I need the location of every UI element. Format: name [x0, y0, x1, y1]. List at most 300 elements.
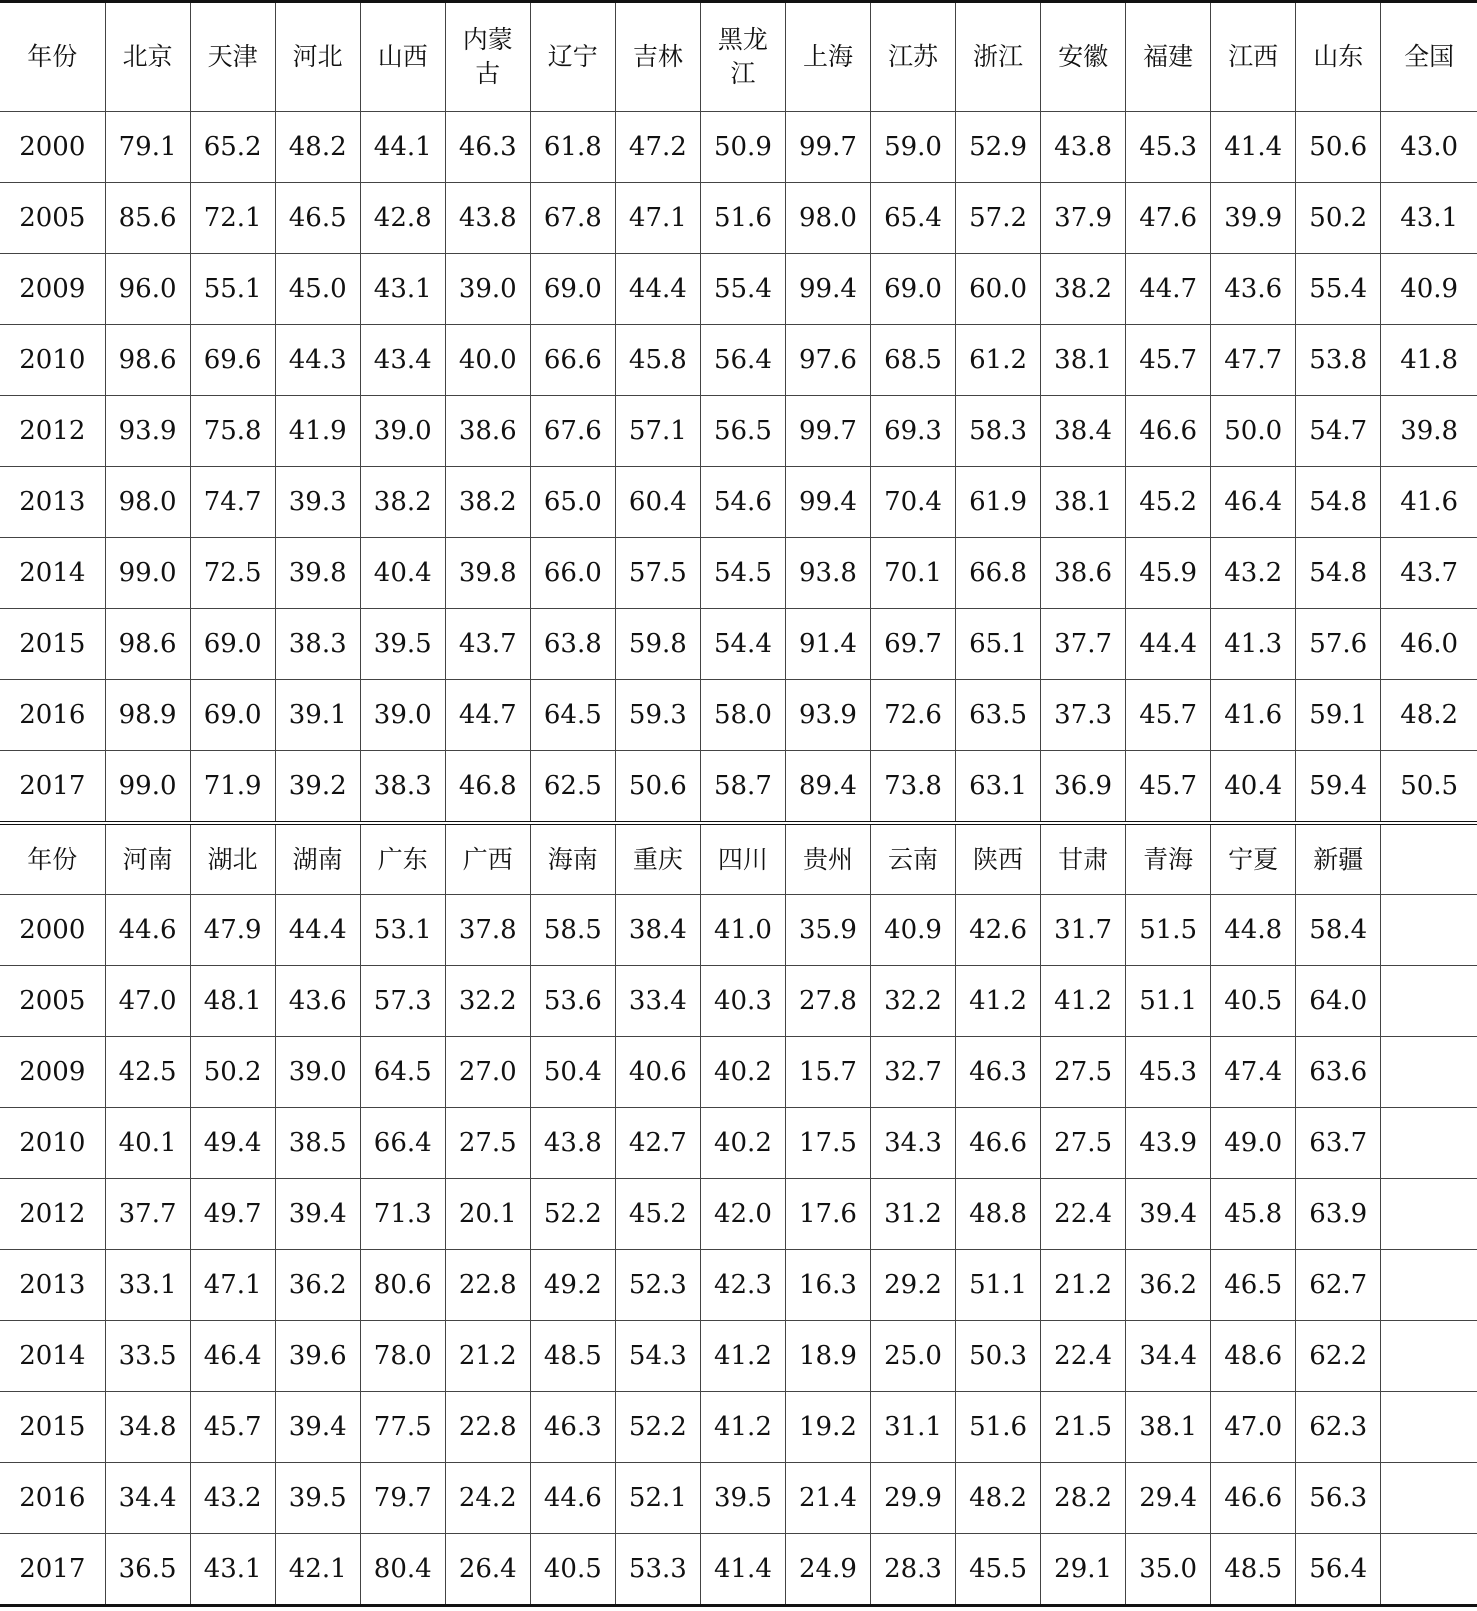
value-cell: 57.6 [1296, 609, 1381, 680]
value-cell: 50.5 [1381, 751, 1477, 824]
value-cell: 21.5 [1041, 1392, 1126, 1463]
header-label: 重庆 [632, 844, 683, 874]
region-column-header [1041, 823, 1126, 895]
value-cell: 44.4 [275, 895, 360, 966]
header-label: 河北 [292, 42, 343, 71]
value-cell: 93.8 [785, 538, 870, 609]
value-cell: 64.0 [1296, 966, 1381, 1037]
header-label: 湖北 [207, 844, 258, 874]
value-cell: 45.2 [615, 1179, 700, 1250]
value-cell: 67.6 [530, 396, 615, 467]
value-cell: 64.5 [530, 680, 615, 751]
value-cell: 34.8 [105, 1392, 190, 1463]
value-cell: 42.3 [700, 1250, 785, 1321]
value-cell: 29.9 [870, 1463, 955, 1534]
value-cell: 39.8 [1381, 396, 1477, 467]
value-cell: 65.1 [956, 609, 1041, 680]
value-cell: 43.8 [530, 1108, 615, 1179]
region-column-header [956, 823, 1041, 895]
value-cell: 53.3 [615, 1534, 700, 1606]
value-cell: 43.1 [360, 254, 445, 325]
value-cell: 46.5 [275, 183, 360, 254]
header-label: 全国 [1404, 42, 1455, 71]
value-cell: 21.2 [445, 1321, 530, 1392]
value-cell: 46.6 [956, 1108, 1041, 1179]
region-column-header [956, 2, 1041, 112]
value-cell: 47.2 [615, 112, 700, 183]
value-cell: 96.0 [105, 254, 190, 325]
value-cell: 63.9 [1296, 1179, 1381, 1250]
value-cell: 99.7 [785, 396, 870, 467]
value-cell: 37.7 [1041, 609, 1126, 680]
value-cell: 29.2 [870, 1250, 955, 1321]
value-cell: 40.9 [1381, 254, 1477, 325]
value-cell: 35.0 [1126, 1534, 1211, 1606]
value-cell: 52.9 [956, 112, 1041, 183]
value-cell: 41.3 [1211, 609, 1296, 680]
value-cell: 46.4 [1211, 467, 1296, 538]
value-cell [1381, 1321, 1477, 1392]
value-cell: 45.5 [956, 1534, 1041, 1606]
value-cell: 46.6 [1211, 1463, 1296, 1534]
value-cell: 63.1 [956, 751, 1041, 824]
year-column-header [0, 2, 105, 112]
value-cell: 40.2 [700, 1037, 785, 1108]
value-cell: 69.0 [190, 609, 275, 680]
value-cell: 55.4 [1296, 254, 1381, 325]
region-column-header [870, 2, 955, 112]
value-cell: 49.7 [190, 1179, 275, 1250]
region-column-header [445, 2, 530, 112]
value-cell: 49.0 [1211, 1108, 1296, 1179]
value-cell: 70.4 [870, 467, 955, 538]
value-cell: 47.6 [1126, 183, 1211, 254]
value-cell: 53.8 [1296, 325, 1381, 396]
value-cell: 46.3 [530, 1392, 615, 1463]
value-cell [1381, 1250, 1477, 1321]
value-cell: 40.4 [1211, 751, 1296, 824]
value-cell: 39.4 [275, 1392, 360, 1463]
value-cell: 33.5 [105, 1321, 190, 1392]
value-cell: 27.8 [785, 966, 870, 1037]
value-cell: 93.9 [785, 680, 870, 751]
value-cell: 33.1 [105, 1250, 190, 1321]
value-cell: 54.8 [1296, 538, 1381, 609]
value-cell: 57.3 [360, 966, 445, 1037]
value-cell: 38.1 [1041, 325, 1126, 396]
value-cell [1381, 1108, 1477, 1179]
value-cell: 48.2 [275, 112, 360, 183]
value-cell: 48.2 [1381, 680, 1477, 751]
region-column-header [615, 823, 700, 895]
value-cell: 54.5 [700, 538, 785, 609]
value-cell: 39.4 [275, 1179, 360, 1250]
value-cell: 61.8 [530, 112, 615, 183]
value-cell: 37.3 [1041, 680, 1126, 751]
value-cell: 25.0 [870, 1321, 955, 1392]
value-cell: 98.9 [105, 680, 190, 751]
value-cell: 45.7 [1126, 325, 1211, 396]
value-cell: 43.1 [1381, 183, 1477, 254]
value-cell: 37.8 [445, 895, 530, 966]
value-cell: 27.5 [1041, 1108, 1126, 1179]
value-cell: 54.8 [1296, 467, 1381, 538]
year-cell: 2013 [0, 467, 105, 538]
value-cell: 39.9 [1211, 183, 1296, 254]
value-cell: 32.2 [870, 966, 955, 1037]
region-column-header [1041, 2, 1126, 112]
value-cell: 43.7 [445, 609, 530, 680]
header-label: 山西 [377, 42, 428, 71]
region-column-header [785, 823, 870, 895]
value-cell: 69.7 [870, 609, 955, 680]
region-column-header [190, 2, 275, 112]
value-cell: 39.2 [275, 751, 360, 824]
region-column-header [1211, 823, 1296, 895]
value-cell: 38.1 [1041, 467, 1126, 538]
value-cell: 39.5 [275, 1463, 360, 1534]
region-column-header [1296, 823, 1381, 895]
value-cell: 45.0 [275, 254, 360, 325]
value-cell: 66.0 [530, 538, 615, 609]
value-cell: 45.9 [1126, 538, 1211, 609]
value-cell: 39.6 [275, 1321, 360, 1392]
value-cell: 47.9 [190, 895, 275, 966]
year-cell: 2017 [0, 1534, 105, 1606]
header-label: 新疆 [1313, 844, 1364, 874]
header-label: 福建 [1143, 42, 1194, 71]
value-cell: 41.0 [700, 895, 785, 966]
value-cell: 41.2 [1041, 966, 1126, 1037]
value-cell: 49.2 [530, 1250, 615, 1321]
value-cell: 46.6 [1126, 396, 1211, 467]
value-cell: 45.2 [1126, 467, 1211, 538]
value-cell: 57.1 [615, 396, 700, 467]
value-cell: 99.0 [105, 751, 190, 824]
value-cell: 80.4 [360, 1534, 445, 1606]
value-cell: 39.3 [275, 467, 360, 538]
header-label: 北京 [122, 42, 173, 71]
region-column-header [275, 823, 360, 895]
table-row [0, 467, 1477, 538]
value-cell: 36.2 [275, 1250, 360, 1321]
value-cell: 62.2 [1296, 1321, 1381, 1392]
region-column-header [1381, 2, 1477, 112]
value-cell [1381, 1463, 1477, 1534]
value-cell: 41.2 [700, 1321, 785, 1392]
table-row [0, 112, 1477, 183]
year-cell: 2015 [0, 1392, 105, 1463]
value-cell: 70.1 [870, 538, 955, 609]
value-cell: 44.1 [360, 112, 445, 183]
value-cell: 42.7 [615, 1108, 700, 1179]
value-cell: 41.4 [1211, 112, 1296, 183]
value-cell: 38.6 [445, 396, 530, 467]
header-label: 四川 [717, 844, 768, 874]
value-cell: 59.0 [870, 112, 955, 183]
value-cell: 52.1 [615, 1463, 700, 1534]
value-cell: 49.4 [190, 1108, 275, 1179]
year-cell: 2013 [0, 1250, 105, 1321]
region-column-header [360, 2, 445, 112]
value-cell: 65.2 [190, 112, 275, 183]
region-column-header [1296, 2, 1381, 112]
value-cell [1381, 1534, 1477, 1606]
value-cell: 39.1 [275, 680, 360, 751]
value-cell: 71.9 [190, 751, 275, 824]
value-cell: 57.5 [615, 538, 700, 609]
value-cell: 45.7 [190, 1392, 275, 1463]
value-cell: 38.2 [360, 467, 445, 538]
value-cell: 41.8 [1381, 325, 1477, 396]
value-cell: 97.6 [785, 325, 870, 396]
value-cell: 43.0 [1381, 112, 1477, 183]
value-cell: 55.4 [700, 254, 785, 325]
year-cell: 2009 [0, 1037, 105, 1108]
value-cell: 37.9 [1041, 183, 1126, 254]
value-cell: 42.0 [700, 1179, 785, 1250]
value-cell: 89.4 [785, 751, 870, 824]
value-cell: 47.0 [1211, 1392, 1296, 1463]
value-cell: 21.2 [1041, 1250, 1126, 1321]
value-cell: 47.1 [190, 1250, 275, 1321]
value-cell [1381, 966, 1477, 1037]
value-cell: 29.1 [1041, 1534, 1126, 1606]
value-cell: 78.0 [360, 1321, 445, 1392]
header-label: 辽宁 [547, 42, 598, 71]
year-cell: 2010 [0, 325, 105, 396]
value-cell: 34.3 [870, 1108, 955, 1179]
value-cell: 52.2 [615, 1392, 700, 1463]
value-cell: 72.5 [190, 538, 275, 609]
value-cell: 39.8 [275, 538, 360, 609]
value-cell: 45.7 [1126, 751, 1211, 824]
value-cell: 34.4 [1126, 1321, 1211, 1392]
value-cell: 63.5 [956, 680, 1041, 751]
header-label: 陕西 [973, 844, 1024, 874]
value-cell: 73.8 [870, 751, 955, 824]
value-cell: 41.6 [1211, 680, 1296, 751]
value-cell: 17.5 [785, 1108, 870, 1179]
value-cell: 29.4 [1126, 1463, 1211, 1534]
value-cell: 91.4 [785, 609, 870, 680]
value-cell [1381, 1179, 1477, 1250]
value-cell: 38.2 [445, 467, 530, 538]
region-column-header [105, 823, 190, 895]
table-row [0, 1037, 1477, 1108]
value-cell: 39.0 [445, 254, 530, 325]
year-cell: 2005 [0, 183, 105, 254]
value-cell: 51.1 [956, 1250, 1041, 1321]
value-cell: 46.8 [445, 751, 530, 824]
value-cell: 39.5 [700, 1463, 785, 1534]
value-cell: 43.9 [1126, 1108, 1211, 1179]
value-cell: 21.4 [785, 1463, 870, 1534]
value-cell: 39.0 [360, 680, 445, 751]
header-label: 年份 [27, 844, 78, 874]
region-column-header [360, 823, 445, 895]
value-cell: 42.1 [275, 1534, 360, 1606]
value-cell: 47.0 [105, 966, 190, 1037]
value-cell: 37.7 [105, 1179, 190, 1250]
table-row [0, 1108, 1477, 1179]
value-cell: 52.3 [615, 1250, 700, 1321]
year-cell: 2000 [0, 112, 105, 183]
value-cell: 75.8 [190, 396, 275, 467]
value-cell: 48.6 [1211, 1321, 1296, 1392]
year-cell: 2009 [0, 254, 105, 325]
value-cell: 42.5 [105, 1037, 190, 1108]
value-cell [1381, 895, 1477, 966]
value-cell: 50.6 [615, 751, 700, 824]
value-cell: 39.0 [275, 1037, 360, 1108]
table-row [0, 1463, 1477, 1534]
value-cell: 44.6 [530, 1463, 615, 1534]
value-cell: 68.5 [870, 325, 955, 396]
year-cell: 2005 [0, 966, 105, 1037]
value-cell: 45.7 [1126, 680, 1211, 751]
value-cell: 38.5 [275, 1108, 360, 1179]
region-column-header [445, 823, 530, 895]
value-cell: 39.5 [360, 609, 445, 680]
value-cell: 40.0 [445, 325, 530, 396]
value-cell: 40.6 [615, 1037, 700, 1108]
region-column-header [785, 2, 870, 112]
value-cell: 61.2 [956, 325, 1041, 396]
value-cell: 66.8 [956, 538, 1041, 609]
header-label: 上海 [802, 42, 853, 71]
value-cell: 20.1 [445, 1179, 530, 1250]
value-cell: 41.6 [1381, 467, 1477, 538]
header-label: 吉林 [632, 42, 683, 71]
region-column-header [700, 2, 785, 112]
value-cell: 43.2 [1211, 538, 1296, 609]
year-cell: 2010 [0, 1108, 105, 1179]
header-label: 浙江 [973, 42, 1024, 71]
table-row [0, 1534, 1477, 1606]
value-cell: 44.7 [1126, 254, 1211, 325]
value-cell: 27.0 [445, 1037, 530, 1108]
value-cell: 43.6 [1211, 254, 1296, 325]
value-cell: 50.2 [1296, 183, 1381, 254]
year-column-header [0, 823, 105, 895]
header-label: 江苏 [887, 42, 938, 71]
value-cell: 93.9 [105, 396, 190, 467]
region-column-header [1381, 823, 1477, 895]
value-cell: 48.5 [1211, 1534, 1296, 1606]
header-label: 云南 [887, 844, 938, 874]
region-column-header [1211, 2, 1296, 112]
value-cell: 51.5 [1126, 895, 1211, 966]
table-row [0, 396, 1477, 467]
year-cell: 2000 [0, 895, 105, 966]
value-cell: 38.4 [615, 895, 700, 966]
value-cell: 46.0 [1381, 609, 1477, 680]
value-cell: 16.3 [785, 1250, 870, 1321]
value-cell: 51.6 [700, 183, 785, 254]
value-cell: 43.1 [190, 1534, 275, 1606]
value-cell: 41.2 [700, 1392, 785, 1463]
table-row [0, 1321, 1477, 1392]
header-label: 天津 [207, 42, 258, 71]
value-cell: 59.1 [1296, 680, 1381, 751]
table-row [0, 1179, 1477, 1250]
value-cell: 38.2 [1041, 254, 1126, 325]
value-cell: 57.2 [956, 183, 1041, 254]
value-cell: 22.4 [1041, 1179, 1126, 1250]
value-cell: 31.2 [870, 1179, 955, 1250]
value-cell: 24.2 [445, 1463, 530, 1534]
header-label: 宁夏 [1228, 844, 1279, 874]
value-cell: 27.5 [445, 1108, 530, 1179]
value-cell: 32.7 [870, 1037, 955, 1108]
value-cell: 22.8 [445, 1392, 530, 1463]
value-cell: 62.5 [530, 751, 615, 824]
value-cell: 48.8 [956, 1179, 1041, 1250]
year-cell: 2014 [0, 1321, 105, 1392]
value-cell: 51.1 [1126, 966, 1211, 1037]
value-cell: 58.4 [1296, 895, 1381, 966]
year-cell: 2016 [0, 680, 105, 751]
value-cell: 53.6 [530, 966, 615, 1037]
value-cell: 33.4 [615, 966, 700, 1037]
region-column-header [1126, 823, 1211, 895]
value-cell: 79.7 [360, 1463, 445, 1534]
value-cell: 98.6 [105, 325, 190, 396]
value-cell: 46.3 [445, 112, 530, 183]
value-cell: 39.8 [445, 538, 530, 609]
value-cell: 54.7 [1296, 396, 1381, 467]
value-cell: 98.0 [785, 183, 870, 254]
table-row [0, 895, 1477, 966]
header-label: 海南 [547, 844, 598, 874]
header-label: 青海 [1143, 844, 1194, 874]
table-row [0, 609, 1477, 680]
header-label: 山东 [1313, 42, 1364, 71]
value-cell: 62.7 [1296, 1250, 1381, 1321]
value-cell: 56.3 [1296, 1463, 1381, 1534]
value-cell: 74.7 [190, 467, 275, 538]
value-cell: 60.0 [956, 254, 1041, 325]
value-cell: 66.4 [360, 1108, 445, 1179]
value-cell: 45.3 [1126, 1037, 1211, 1108]
value-cell: 69.0 [870, 254, 955, 325]
value-cell: 99.4 [785, 254, 870, 325]
year-cell: 2016 [0, 1463, 105, 1534]
year-cell: 2014 [0, 538, 105, 609]
value-cell: 15.7 [785, 1037, 870, 1108]
header-label: 贵州 [802, 844, 853, 874]
header-label: 甘肃 [1058, 844, 1109, 874]
value-cell: 65.0 [530, 467, 615, 538]
region-column-header [1126, 2, 1211, 112]
value-cell: 38.3 [360, 751, 445, 824]
table-row [0, 751, 1477, 824]
region-column-header [530, 823, 615, 895]
value-cell: 31.7 [1041, 895, 1126, 966]
value-cell: 67.8 [530, 183, 615, 254]
value-cell: 43.6 [275, 966, 360, 1037]
value-cell: 59.3 [615, 680, 700, 751]
value-cell: 41.9 [275, 396, 360, 467]
value-cell: 19.2 [785, 1392, 870, 1463]
table-row [0, 1250, 1477, 1321]
value-cell: 43.8 [1041, 112, 1126, 183]
value-cell: 58.0 [700, 680, 785, 751]
value-cell: 58.3 [956, 396, 1041, 467]
header-label: 广东 [377, 844, 428, 874]
value-cell: 47.4 [1211, 1037, 1296, 1108]
